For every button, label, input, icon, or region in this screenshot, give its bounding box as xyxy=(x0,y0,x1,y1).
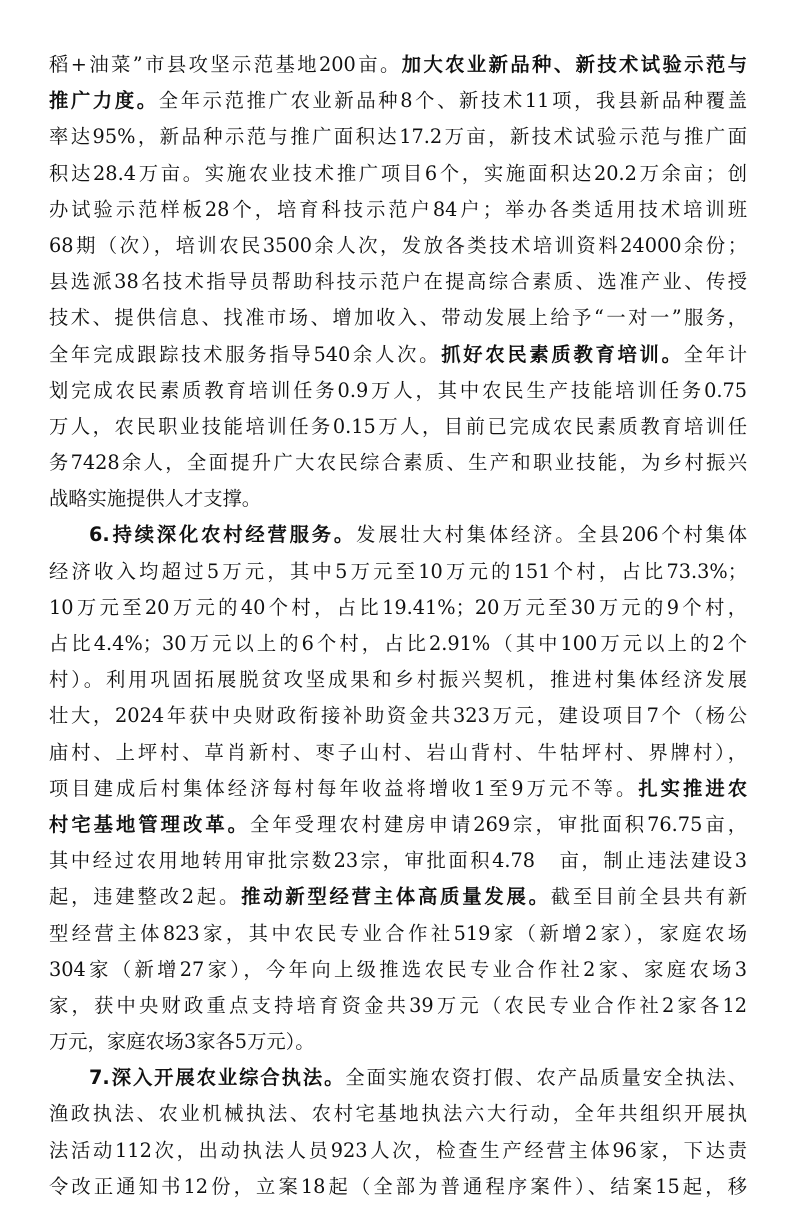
bold-heading-run: 抓好农民素质教育培训。 xyxy=(441,342,684,366)
text-run: 率达95%，新品种示范与推广面积达17.2万亩，新技术试验示范与推广面 xyxy=(49,125,747,149)
text-run: 全年完成跟踪技术服务指导540余人次。 xyxy=(49,342,442,366)
text-run: 其中经过农用地转用审批宗数23宗，审批面积4.78 亩，制止违法建设3 xyxy=(49,849,747,873)
text-run: 项目建成后村集体经济每村每年收益将增收1至9万元不等。 xyxy=(49,776,639,800)
text-run: 积达28.4万亩。实施农业技术推广项目6个，实施面积达20.2万余亩；创 xyxy=(49,161,747,185)
text-line xyxy=(49,771,747,807)
text-line xyxy=(49,879,747,915)
text-line xyxy=(49,554,747,590)
text-line xyxy=(49,988,747,1024)
text-run: 法活动112次，出动执法人员923人次，检查生产经营主体96家，下达责 xyxy=(49,1138,747,1162)
paragraph-p3 xyxy=(49,1060,747,1205)
text-line xyxy=(49,373,747,409)
text-run: 村）。利用巩固拓展脱贫攻坚成果和乡村振兴契机，推进村集体经济发展 xyxy=(49,668,747,692)
text-line xyxy=(49,662,747,698)
bold-heading-run: 扎实推进农 xyxy=(638,776,747,800)
text-run: 起，违建整改2起。 xyxy=(49,885,242,909)
text-line xyxy=(49,916,747,952)
text-line xyxy=(49,264,747,300)
text-run: 全面实施农资打假、农产品质量安全执法、 xyxy=(345,1066,747,1090)
text-run: 技术、提供信息、找准市场、增加收入、带动发展上给予“一对一”服务， xyxy=(49,306,747,330)
text-line xyxy=(49,626,747,662)
text-run: 全年示范推广农业新品种8个、新技术11项，我县新品种覆盖 xyxy=(158,89,747,113)
text-run: 截至目前全县共有新 xyxy=(550,885,747,909)
bold-heading-run: 推广力度。 xyxy=(49,89,159,113)
text-line xyxy=(49,698,747,734)
text-line xyxy=(49,445,747,481)
text-run: 万人，农民职业技能培训任务0.15万人，目前已完成农民素质教育培训任 xyxy=(49,414,747,438)
text-line xyxy=(49,807,747,843)
text-run: 10万元至20万元的40个村，占比19.41%；20万元至30万元的9个村， xyxy=(49,595,747,619)
text-line xyxy=(49,1024,747,1060)
text-line xyxy=(49,47,747,83)
paragraph-p1 xyxy=(49,47,747,517)
bold-heading-run: 7.深入开展农业综合执法。 xyxy=(89,1066,346,1090)
text-run: 占比4.4%；30万元以上的6个村，占比2.91%（其中100万元以上的2个 xyxy=(49,632,747,655)
text-line xyxy=(49,337,747,373)
bold-heading-run: 村宅基地管理改革。 xyxy=(49,812,250,836)
bold-heading-run: 加大农业新品种、新技术试验示范与 xyxy=(401,53,747,76)
text-run: 战略实施提供人才支撑。 xyxy=(49,487,262,511)
text-line xyxy=(49,843,747,879)
text-run: 经济收入均超过5万元，其中5万元至10万元的151个村，占比73.3%； xyxy=(49,559,747,583)
text-run: 壮大，2024年获中央财政衔接补助资金共323万元，建设项目7个（杨公 xyxy=(49,704,747,728)
text-run: 渔政执法、农业机械执法、农村宅基地执法六大行动，全年共组织开展执 xyxy=(49,1102,747,1126)
text-run: 万元，家庭农场3家各5万元）。 xyxy=(49,1030,315,1054)
text-run: 68期（次），培训农民3500余人次，发放各类技术培训资料24000余份； xyxy=(49,233,747,257)
text-run: 发展壮大村集体经济。全县206个村集体 xyxy=(356,523,747,547)
text-run: 令改正通知书12份，立案18起（全部为普通程序案件）、结案15起，移 xyxy=(49,1174,747,1198)
bold-heading-run: 6.持续深化农村经营服务。 xyxy=(89,523,357,547)
text-run: 型经营主体823家，其中农民专业合作社519家（新增2家），家庭农场 xyxy=(49,921,747,945)
text-line xyxy=(49,1060,747,1096)
text-line xyxy=(49,83,747,119)
text-line xyxy=(49,156,747,192)
text-run: 务7428余人，全面提升广大农民综合素质、生产和职业技能，为乡村振兴 xyxy=(49,451,747,475)
text-line xyxy=(49,1169,747,1205)
text-line xyxy=(49,590,747,626)
text-line xyxy=(49,517,747,553)
text-line xyxy=(49,300,747,336)
text-run: 划完成农民素质教育培训任务0.9万人，其中农民生产技能培训任务0.75 xyxy=(49,378,747,402)
bold-heading-run: 推动新型经营主体高质量发展。 xyxy=(241,885,551,909)
text-line xyxy=(49,1133,747,1169)
text-run: 庙村、上坪村、草肖新村、枣子山村、岩山背村、牛牯坪村、界牌村）， xyxy=(49,740,747,764)
text-run: 304家（新增27家），今年向上级推选农民专业合作社2家、家庭农场3 xyxy=(49,957,747,981)
text-run: 全年受理农村建房申请269宗，审批面积76.75亩， xyxy=(249,812,747,836)
text-line xyxy=(49,228,747,264)
text-run: 家，获中央财政重点支持培育资金共39万元（农民专业合作社2家各12 xyxy=(49,993,747,1017)
text-line xyxy=(49,409,747,445)
text-line xyxy=(49,481,747,517)
text-line xyxy=(49,192,747,228)
text-run: 稻+油菜”市县攻坚示范基地200亩。 xyxy=(49,53,402,76)
text-run: 办试验示范样板28个，培育科技示范户84户；举办各类适用技术培训班 xyxy=(49,197,747,221)
text-line xyxy=(49,735,747,771)
text-line xyxy=(49,952,747,988)
text-run: 全年计 xyxy=(683,342,747,366)
text-line xyxy=(49,119,747,155)
text-run: 县选派38名技术指导员帮助科技示范户在提高综合素质、选准产业、传授 xyxy=(49,270,747,294)
paragraph-p2 xyxy=(49,517,747,1060)
text-line xyxy=(49,1096,747,1132)
